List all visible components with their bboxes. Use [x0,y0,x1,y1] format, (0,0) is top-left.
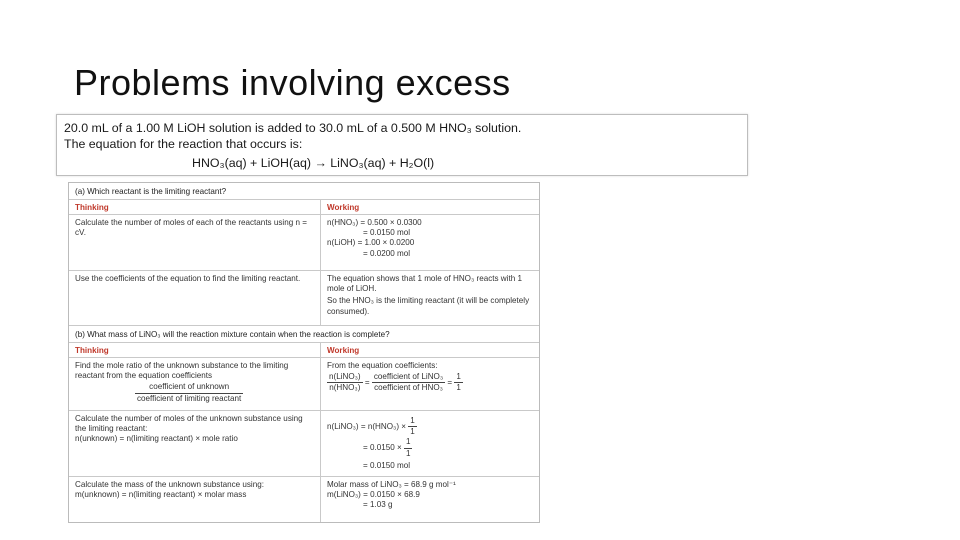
problem-line-1: 20.0 mL of a 1.00 M LiOH solution is added to 30.0 mL of a 0.500 M HNO₃ solution. [64,121,522,135]
fraction-denominator: coefficient of HNO₃ [374,383,443,393]
part-b-row-2-working [321,411,539,471]
part-b-row-2 [69,411,539,477]
thinking-text: Find the mole ratio of the unknown substance to the limiting reactant from the equation coefficients [75,361,289,381]
fraction-numerator: 1 [454,372,463,383]
reaction-equation: HNO₃(aq) + LiOH(aq) → LiNO₃(aq) + H₂O(l) [192,156,435,170]
working-line: = 1.03 g [363,500,393,510]
part-b-row-3 [69,477,539,522]
part-a-row-2-working [321,271,539,317]
part-b-question: (b) What mass of LiNO₃ will the reaction mixture contain when the reaction is complete? [69,326,539,343]
thinking-formula: m(unknown) = n(limiting reactant) × molar mass [75,490,247,500]
fraction-denominator: 1 [405,448,411,458]
thinking-text: Calculate the mass of the unknown substance using: [75,480,264,489]
part-a-row-1-thinking: Calculate the number of moles of each of the reactants using n = cV. [75,218,307,238]
mole-ratio-fraction [408,416,417,437]
part-a-row-1-working [321,215,539,259]
part-b-row-1-thinking [69,358,320,404]
fraction-denominator: 1 [410,427,415,437]
part-b-thinking-header: Thinking [69,343,320,358]
fraction-denominator: n(HNO₃) [329,383,361,393]
thinking-formula: n(unknown) = n(limiting reactant) × mole ratio [75,434,238,444]
fraction-denominator: coefficient of limiting reactant [137,393,242,403]
thinking-text: Calculate the number of moles of the unknown substance using the limiting reactant: [75,414,303,434]
working-line: The equation shows that 1 mole of HNO₃ reacts with 1 mole of LiOH. [327,274,522,294]
problem-statement-box [56,114,748,176]
working-line: n(HNO₃) = 0.500 × 0.0300 [327,218,422,227]
mole-ratio-fraction [404,437,413,458]
working-line: So the HNO₃ is the limiting reactant (it will be completely consumed). [327,296,530,316]
part-a-row-1 [69,215,539,271]
part-b-row-1 [69,358,539,411]
part-a-row-2-thinking: Use the coefficients of the equation to find the limiting reactant. [75,274,301,283]
part-a-working-header: Working [320,200,539,215]
part-b-row-3-thinking [69,477,320,500]
fraction-numerator: coefficient of unknown [135,382,243,393]
working-line: m(LiNO₃) = 0.0150 × 68.9 [327,490,420,500]
ratio-value-fraction [454,372,463,393]
part-b-row-3-working [321,477,539,511]
working-line: n(LiOH) = 1.00 × 0.0200 [327,238,415,248]
part-a-question: (a) Which reactant is the limiting reactant? [69,183,539,200]
fraction-numerator: 1 [404,437,413,448]
working-line: = 0.0150 × [363,443,402,453]
fraction-numerator: coefficient of LiNO₃ [372,372,445,383]
mole-ratio-fraction [327,372,363,393]
working-line: = 0.0150 mol [363,228,411,238]
working-line: Molar mass of LiNO₃ = 68.9 g mol⁻¹ [327,480,456,489]
fraction-numerator: n(LiNO₃) [327,372,363,383]
working-line: n(LiNO₃) = n(HNO₃) × [327,421,407,431]
working-line: From the equation coefficients: [327,361,438,370]
fraction-denominator: 1 [456,383,461,393]
working-line: = 0.0150 mol [363,460,411,470]
coefficient-ratio-fraction [135,382,243,403]
part-b-working-header: Working [320,343,539,358]
part-a-thinking-header: Thinking [69,200,320,215]
slide-title: Problems involving excess [74,62,511,103]
part-b-row-2-thinking [69,411,320,445]
coefficient-fraction [372,372,445,393]
problem-line-2: The equation for the reaction that occurs is: [64,137,303,151]
worked-example-table [68,182,540,523]
working-line: = 0.0200 mol [363,248,411,258]
part-a-row-2 [69,271,539,326]
fraction-numerator: 1 [408,416,417,427]
part-b-row-1-working: From the equation coefficients: $\frac{\text{n(LiNO₃)}}{\text{n(HNO₃)}}$ = $\frac{\text{coefficient of LiNO₃}}{\text{coefficient of HNO₃}}$ = $\frac{1}{1}$ [321,358,539,394]
